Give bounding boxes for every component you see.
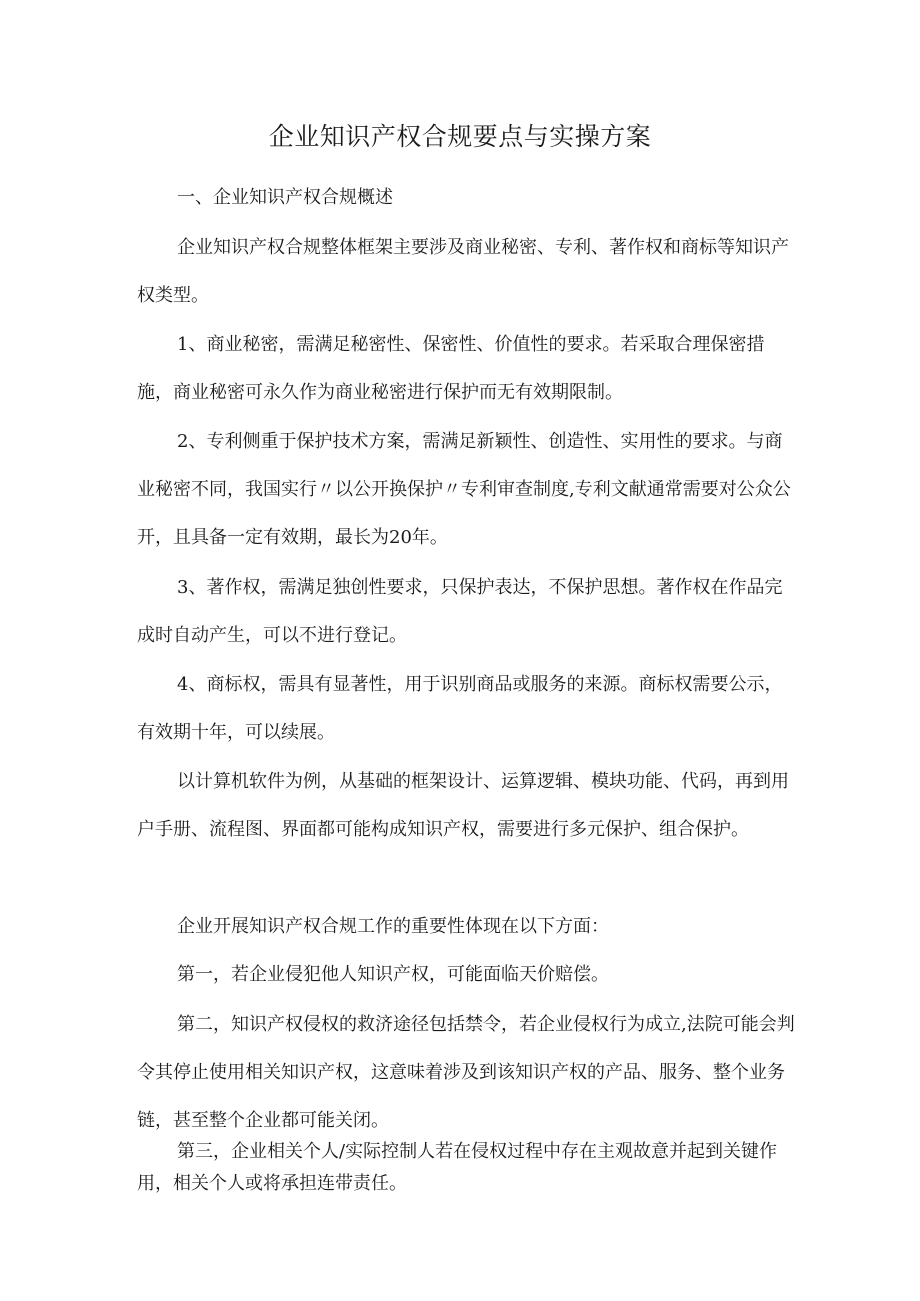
paragraph-trade-secret: 1、商业秘密，需满足秘密性、保密性、价值性的要求。若采取合理保密措施，商业秘密可永久作为商业秘密进行保护而无有效期限制。 (137, 334, 765, 403)
paragraph-intro: 企业知识产权合规整体框架主要涉及商业秘密、专利、著作权和商标等知识产权类型。 (137, 237, 789, 306)
paragraph-software-example: 以计算机软件为例，从基础的框架设计、运算逻辑、模块功能、代码，再到用户手册、流程图、界面都可能构成知识产权，需要进行多元保护、组合保护。 (137, 771, 789, 840)
paragraph-third: 第三，企业相关个人/实际控制人若在侵权过程中存在主观故意并起到关键作用，相关个人或将承担连带责任。 (137, 1141, 778, 1194)
document-title: 企业知识产权合规要点与实操方案 (268, 122, 652, 151)
paragraph-patent: 2、专利侧重于保护技术方案，需满足新颖性、创造性、实用性的要求。与商业秘密不同，我国实行〃以公开换保护〃专利审查制度,专利文献通常需要对公众公开，且具备一定有效期，最长为20年。 (137, 431, 791, 548)
paragraph-copyright: 3、著作权，需满足独创性要求，只保护表达，不保护思想。著作权在作品完成时自动产生，可以不进行登记。 (137, 577, 783, 646)
section-heading: 一、企业知识产权合规概述 (177, 187, 393, 208)
paragraph-trademark: 4、商标权，需具有显著性，用于识别商品或服务的来源。商标权需要公示，有效期十年，可以续展。 (137, 674, 783, 743)
paragraph-first: 第一，若企业侵犯他人知识产权，可能面临天价赔偿。 (177, 964, 609, 985)
paragraph-second: 第二，知识产权侵权的救济途径包括禁令，若企业侵权行为成立,法院可能会判令其停止使用相关知识产权，这意味着涉及到该知识产权的产品、服务、整个业务链，甚至整个企业都可能关闭。 (137, 1014, 795, 1131)
paragraph-importance: 企业开展知识产权合规工作的重要性体现在以下方面： (177, 916, 609, 937)
